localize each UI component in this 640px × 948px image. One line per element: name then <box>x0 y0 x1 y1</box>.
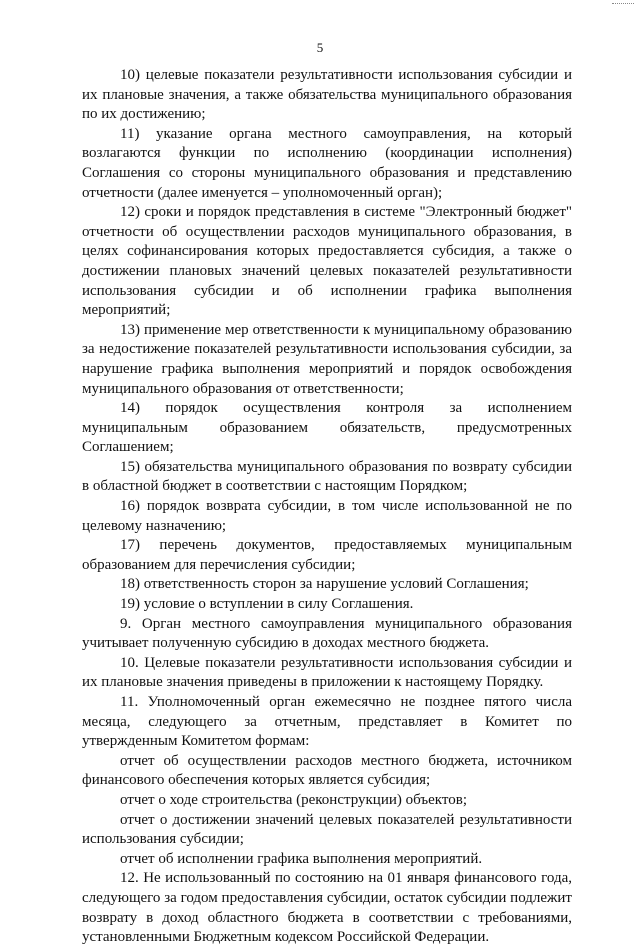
corner-mark <box>612 0 634 4</box>
paragraph: 19) условие о вступлении в силу Соглашения. <box>120 596 414 613</box>
paragraph: 13) применение мер ответственности к муниципальному образованию за недостижение показателей результативности использования субсидии, за нарушение графика выполнения мероприятий и порядок освобождения муниципального образования от ответственности; <box>82 321 572 397</box>
paragraph: 12. Не использованный по состоянию на 01 января финансового года, следующего за годом предоставления субсидии, остаток субсидии подлежит возврату в доход областного бюджета в соответствии с требованиями, установленными Бюджетным кодексом Российской Федерации. <box>82 870 572 946</box>
paragraph: отчет о ходе строительства (реконструкции) объектов; <box>120 791 468 808</box>
paragraph: 15) обязательства муниципального образования по возврату субсидии в областной бюджет в соответствии с настоящим Порядком; <box>82 458 572 495</box>
page-number: 5 <box>316 40 324 55</box>
paragraph: отчет об исполнении графика выполнения мероприятий. <box>120 850 483 867</box>
paragraph: 17) перечень документов, предоставляемых муниципальным образованием для перечисления субсидии; <box>82 537 572 573</box>
paragraph: отчет о достижении значений целевых показателей результативности использования субсидии; <box>82 811 572 848</box>
paragraph: 11. Уполномоченный орган ежемесячно не позднее пятого числа месяца, следующего за отчетным, представляет в Комитет по утвержденным Комитетом формам: <box>82 694 572 750</box>
paragraph: 9. Орган местного самоуправления муниципального образования учитывает полученную субсидию в доходах местного бюджета. <box>82 615 572 652</box>
paragraph: 11) указание органа местного самоуправления, на который возлагаются функции по исполнению (координации исполнения) Соглашения со стороны муниципального образования и представлению отчетности (далее именуется – уполномоченный орган); <box>82 125 572 201</box>
paragraph: 12) сроки и порядок представления в системе "Электронный бюджет" отчетности об осуществлении расходов муниципального образования, в целях софинансирования которых предоставляется субсидия, а также о достижении плановых значений целевых показателей результативности использования субсидии и об исполнении графика выполнения мероприятий; <box>82 204 572 319</box>
document-body <box>82 66 572 948</box>
paragraph: 14) порядок осуществления контроля за исполнением муниципальным образованием обязательств, предусмотренных Соглашением; <box>82 400 572 456</box>
paragraph: 10) целевые показатели результативности использования субсидии и их плановые значения, а также обязательства муниципального образования по их достижению; <box>82 67 572 123</box>
paragraph: 16) порядок возврата субсидии, в том числе использованной не по целевому назначению; <box>82 498 572 534</box>
paragraph: отчет об осуществлении расходов местного бюджета, источником финансового обеспечения которых является субсидия; <box>82 752 572 789</box>
paragraph: 18) ответственность сторон за нарушение условий Соглашения; <box>120 576 529 593</box>
paragraph: 10. Целевые показатели результативности использования субсидии и их плановые значения приведены в приложении к настоящему Порядку. <box>82 654 572 691</box>
